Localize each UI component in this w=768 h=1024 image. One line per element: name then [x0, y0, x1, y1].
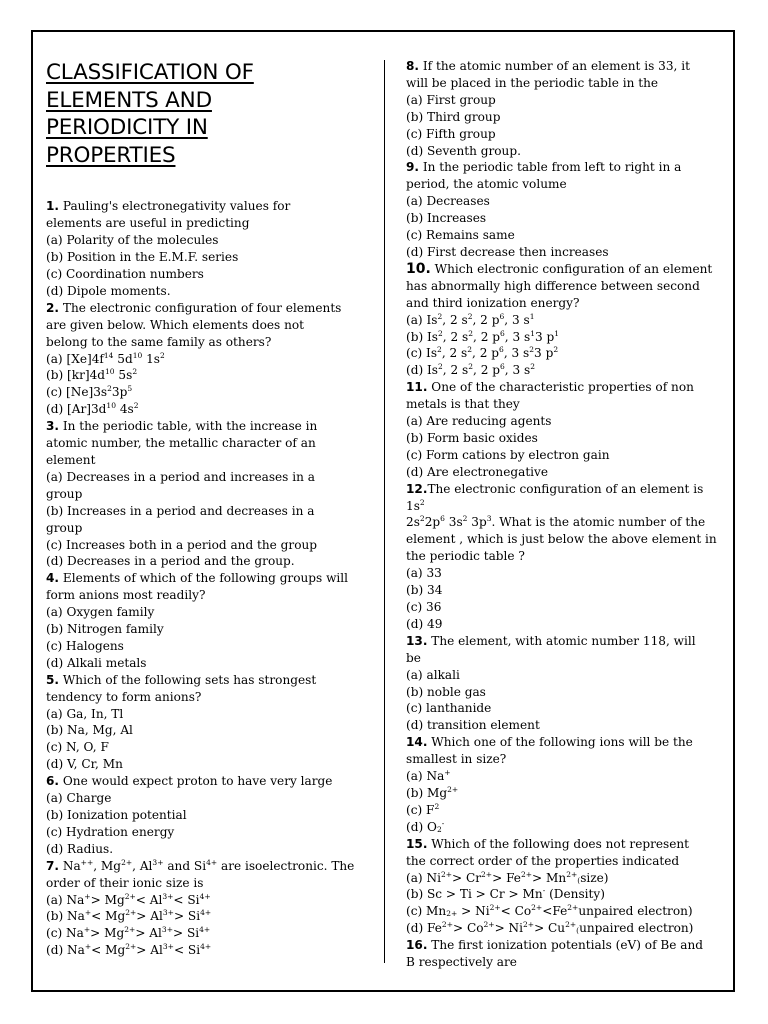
question-text: tendency to form anions? — [46, 689, 202, 704]
text-fragment: 3 p — [534, 346, 554, 361]
question-12 — [406, 481, 724, 633]
text-fragment: (b) Is — [406, 329, 439, 344]
text-fragment: 3p — [111, 385, 128, 400]
superscript: 14 — [103, 350, 114, 360]
text-fragment: (d) Is — [406, 363, 439, 378]
question-line — [46, 418, 368, 435]
text-fragment: 1s — [142, 351, 160, 366]
superscript: 2+ — [440, 869, 453, 879]
text-fragment: unpaired electron) — [578, 904, 693, 919]
question-1 — [46, 198, 368, 299]
option-text: (d) Dipole moments. — [46, 283, 171, 298]
option-text: (b) 34 — [406, 583, 443, 598]
superscript: 2+ — [483, 920, 495, 930]
option-line — [406, 920, 724, 937]
question-number: 9. — [406, 160, 420, 175]
text-fragment: , Mg — [93, 858, 122, 873]
option-text: (d) Decreases in a period and the group. — [46, 554, 295, 569]
text-fragment: > Co — [452, 921, 484, 936]
text-fragment: (b) [kr]4d — [46, 368, 106, 383]
option-text: (b) Form basic oxides — [406, 430, 538, 445]
question-line — [406, 481, 724, 515]
text-fragment: The element, with atomic number 118, will — [431, 633, 696, 648]
text-fragment: (c) [Ne]3s — [46, 385, 108, 400]
text-fragment: (a) [Xe]4f — [46, 351, 104, 366]
question-text: element — [46, 452, 96, 467]
option-text: (a) Are reducing agents — [406, 414, 552, 429]
text-fragment: < Si — [173, 943, 201, 958]
text-fragment: > Fe — [492, 870, 521, 885]
text-fragment: (d) Fe — [406, 921, 442, 936]
question-number: 8. — [406, 59, 420, 73]
option-line — [46, 892, 368, 909]
text-fragment: In the periodic table from left to right in a — [422, 160, 682, 175]
superscript: 2+ — [567, 903, 579, 913]
option-text: (c) Increases both in a period and the group — [46, 537, 318, 552]
superscript: + — [444, 768, 451, 778]
question-line — [46, 300, 368, 317]
text-fragment: , 3 s — [504, 329, 531, 344]
text-fragment: One would expect proton to have very large — [62, 774, 333, 789]
option-text: (d) Seventh group. — [406, 143, 521, 158]
question-8 — [406, 58, 724, 159]
text-fragment: (b) Na — [46, 909, 85, 924]
option-text: (c) Coordination numbers — [46, 267, 204, 281]
text-fragment: (c) F — [406, 802, 435, 817]
superscript: 2+ — [565, 920, 577, 930]
text-fragment: > Mg — [90, 926, 125, 941]
option-text: (d) Are electronegative — [406, 464, 549, 479]
option-text: (b) Ionization potential — [46, 808, 187, 822]
question-line — [406, 514, 724, 531]
text-fragment: Which of the following sets has strongest — [62, 672, 317, 687]
superscript: 2 — [553, 345, 559, 355]
option-line — [406, 903, 724, 920]
text-fragment: < Mg — [91, 943, 126, 958]
superscript: 6 — [440, 514, 445, 524]
text-fragment: < Mg — [91, 909, 126, 924]
superscript: 2+ — [125, 908, 137, 918]
text-fragment: size) — [580, 870, 609, 885]
superscript: 2+ — [520, 869, 533, 879]
option-text: (d) 49 — [406, 616, 443, 631]
question-line — [46, 198, 368, 215]
text-fragment: , 2 p — [472, 346, 500, 361]
question-line — [46, 773, 368, 790]
option-line — [406, 362, 724, 379]
superscript: 2 — [529, 345, 535, 355]
question-number: 6. — [46, 774, 60, 789]
superscript: 10 — [105, 367, 115, 377]
question-text: elements are useful in predicting — [46, 216, 250, 231]
superscript: 2+ — [531, 903, 543, 913]
superscript: 2+ — [441, 920, 453, 930]
question-text: period, the atomic volume — [406, 177, 567, 192]
text-fragment: unpaired electron) — [579, 921, 694, 936]
text-fragment: Pauling's electronegativity values for — [62, 199, 291, 214]
option-text: (b) Nitrogen family — [46, 622, 164, 637]
option-text: (d) transition element — [406, 718, 540, 733]
text-fragment: (c) Mn — [406, 904, 447, 919]
option-text: (c) Form cations by electron gain — [406, 447, 610, 462]
text-fragment: (b) Mg — [406, 785, 448, 800]
question-line — [46, 672, 368, 689]
option-text: (a) First group — [406, 92, 496, 107]
question-number: 11. — [406, 380, 428, 395]
option-text: (b) Na, Mg, Al — [46, 723, 133, 738]
text-fragment: PROPERTIES — [46, 142, 176, 168]
text-fragment: > Ni — [494, 921, 523, 936]
question-line — [406, 937, 724, 954]
superscript: 2 — [160, 350, 165, 360]
question-line — [406, 734, 724, 751]
text-fragment: > Si — [172, 926, 200, 941]
text-fragment: > Cr — [452, 870, 482, 885]
superscript: 10 — [132, 350, 143, 360]
text-fragment: , 3 s — [504, 363, 531, 378]
question-text: order of their ionic size is — [46, 875, 204, 890]
text-fragment: (d) O — [406, 819, 437, 834]
superscript: 6 — [499, 311, 505, 321]
text-fragment: ELEMENTS AND — [46, 87, 212, 113]
superscript: 2+ — [124, 891, 136, 901]
superscript: 10 — [106, 401, 116, 411]
text-fragment: , 3 s — [504, 312, 530, 327]
superscript: 4+ — [206, 857, 218, 867]
superscript: 3+ — [161, 925, 173, 935]
option-text: (c) Fifth group — [406, 126, 496, 141]
question-11 — [406, 379, 724, 480]
question-number: 12. — [406, 481, 428, 496]
text-fragment: 3p — [467, 515, 487, 530]
option-text: group — [46, 520, 83, 535]
superscript: 2 — [133, 401, 139, 411]
question-text: B respectively are — [406, 955, 517, 970]
question-line — [46, 858, 368, 875]
text-fragment: < Al — [135, 892, 163, 907]
question-10 — [406, 261, 724, 379]
text-fragment: > Al — [135, 926, 162, 941]
text-fragment: The first ionization potentials (eV) of Be and — [431, 938, 704, 953]
right-column — [406, 58, 724, 971]
question-2 — [46, 300, 368, 418]
superscript: 2 — [434, 801, 440, 811]
superscript: 3+ — [162, 942, 174, 952]
text-fragment: , Al — [132, 858, 153, 873]
superscript: 4+ — [199, 925, 211, 935]
left-column — [46, 58, 368, 959]
text-fragment: (d) Na — [46, 943, 85, 958]
superscript: 3+ — [162, 908, 174, 918]
question-number: 7. — [46, 858, 60, 873]
question-number: 16. — [406, 938, 428, 953]
question-line — [406, 379, 724, 396]
superscript: 1 — [554, 328, 560, 338]
superscript: 6 — [499, 345, 504, 355]
option-text: (a) Polarity of the molecules — [46, 233, 219, 248]
superscript: 2+ — [447, 784, 459, 794]
superscript: 2 — [467, 345, 473, 355]
question-3 — [46, 418, 368, 570]
option-line — [406, 312, 724, 329]
text-fragment: Which of the following does not represent — [431, 836, 690, 851]
superscript: 2+ — [125, 942, 137, 952]
question-text: has abnormally high difference between second — [406, 278, 700, 293]
text-fragment: are isoelectronic. The — [217, 858, 355, 873]
question-text: the correct order of the properties indicated — [406, 853, 680, 868]
text-fragment: . What is the atomic number of the — [491, 515, 706, 530]
text-fragment: CLASSIFICATION OF — [46, 60, 254, 85]
superscript: 2+ — [489, 903, 501, 913]
text-fragment: , 3 s — [503, 346, 530, 361]
question-5 — [46, 672, 368, 773]
superscript: 3 — [486, 514, 492, 524]
superscript: 3+ — [162, 891, 174, 901]
superscript: + — [84, 891, 91, 901]
text-fragment: , 2 p — [472, 312, 500, 327]
option-line — [406, 329, 724, 346]
option-text: (b) Third group — [406, 109, 501, 124]
option-line — [406, 870, 724, 887]
text-fragment: (c) Is — [406, 346, 438, 361]
question-text: metals is that they — [406, 397, 520, 412]
text-fragment: One of the characteristic properties of non — [431, 380, 694, 395]
option-text: (b) Increases — [406, 211, 487, 226]
text-fragment: (Density) — [545, 887, 605, 902]
question-line — [406, 633, 724, 650]
text-fragment: > Mg — [90, 892, 125, 907]
text-fragment: 2p — [424, 515, 441, 530]
text-fragment: > Al — [136, 909, 163, 924]
option-line — [406, 819, 724, 836]
question-number: 2. — [46, 300, 60, 315]
option-text: (c) lanthanide — [406, 701, 492, 716]
text-fragment: (b) Sc > Ti > Cr > Mn — [406, 887, 543, 902]
superscript: 4+ — [199, 891, 211, 901]
question-line — [406, 836, 724, 853]
text-fragment: 5d — [113, 351, 133, 366]
option-text: (a) Oxygen family — [46, 605, 155, 620]
text-fragment: <Fe — [542, 904, 568, 919]
superscript: 5 — [127, 384, 133, 394]
option-text: (a) Decreases in a period and increases in a — [46, 469, 315, 484]
text-fragment: , 2 s — [442, 329, 469, 344]
option-text: (b) Increases in a period and decreases in a — [46, 503, 315, 518]
option-text: (a) Ga, In, Tl — [46, 706, 124, 721]
option-line — [46, 401, 368, 418]
question-line — [406, 159, 724, 176]
text-fragment: > Al — [136, 943, 163, 958]
text-fragment: (c) Na — [46, 926, 84, 941]
option-text: (d) First decrease then increases — [406, 244, 609, 259]
question-number: 15. — [406, 836, 428, 851]
superscript: 2 — [437, 345, 442, 355]
text-fragment: (a) Is — [406, 312, 438, 327]
superscript: + — [84, 942, 92, 952]
option-line — [406, 886, 724, 903]
option-text: group — [46, 486, 83, 501]
question-number: 3. — [46, 419, 60, 434]
option-line — [46, 384, 368, 401]
option-line — [46, 351, 368, 368]
option-line — [406, 345, 724, 362]
option-text: (c) Hydration energy — [46, 824, 175, 839]
text-fragment: (d) [Ar]3d — [46, 402, 107, 417]
text-fragment: (a) Ni — [406, 870, 441, 885]
option-text: (d) Radius. — [46, 841, 114, 856]
text-fragment: , 2 p — [473, 363, 500, 378]
subscript: ( — [577, 875, 581, 885]
superscript: - — [542, 886, 546, 896]
text-fragment: , 2 s — [441, 346, 468, 361]
option-text: (b) noble gas — [406, 684, 486, 699]
superscript: 2+ — [124, 925, 136, 935]
option-line — [46, 367, 368, 384]
superscript: 1 — [529, 311, 535, 321]
option-text: (c) Remains same — [406, 228, 515, 243]
text-fragment: The electronic configuration of four elements — [62, 300, 342, 315]
question-number: 4. — [46, 571, 60, 586]
superscript: 2+ — [523, 920, 535, 930]
option-text: (a) Charge — [46, 791, 112, 806]
text-fragment: In the periodic table, with the increase in — [62, 419, 318, 434]
column-divider — [384, 60, 385, 963]
question-text: be — [406, 650, 421, 665]
text-fragment: , 2 s — [442, 363, 469, 378]
superscript: 4+ — [200, 942, 212, 952]
text-fragment: < Co — [500, 904, 532, 919]
question-text: form anions most readily? — [46, 588, 206, 603]
superscript: 2 — [437, 311, 443, 321]
superscript: ++ — [80, 857, 94, 867]
text-fragment: PERIODICITY IN — [46, 115, 208, 141]
text-fragment: , 2 s — [442, 312, 468, 327]
option-text: (d) Alkali metals — [46, 655, 147, 670]
superscript: 2 — [438, 362, 443, 372]
superscript: 2 — [467, 311, 473, 321]
option-text: (d) V, Cr, Mn — [46, 757, 123, 772]
question-13 — [406, 633, 724, 734]
superscript: 2+ — [481, 869, 493, 879]
question-line — [46, 570, 368, 587]
superscript: 6 — [500, 328, 505, 338]
option-text: (c) 36 — [406, 600, 442, 614]
superscript: 2+ — [121, 857, 133, 867]
question-number: 1. — [46, 199, 60, 214]
superscript: 2 — [468, 328, 474, 338]
question-4 — [46, 570, 368, 671]
option-text: (a) Decreases — [406, 194, 490, 209]
superscript: 6 — [500, 362, 505, 372]
superscript: 2 — [462, 514, 468, 524]
text-fragment: Elements of which of the following groups will — [62, 571, 349, 586]
text-fragment: > Mn — [532, 870, 567, 885]
question-text: belong to the same family as others? — [46, 334, 272, 349]
option-line — [406, 802, 724, 819]
text-fragment: > Cu — [534, 921, 566, 936]
superscript: + — [83, 925, 91, 935]
text-fragment: 5s — [114, 368, 133, 383]
option-line — [46, 925, 368, 942]
question-14 — [406, 734, 724, 835]
text-fragment: Which electronic configuration of an element — [434, 261, 713, 276]
question-9 — [406, 159, 724, 260]
question-line — [406, 58, 724, 75]
superscript: 2+ — [566, 869, 578, 879]
text-fragment: 4s — [115, 402, 134, 417]
option-text: (a) 33 — [406, 566, 442, 581]
question-number: 14. — [406, 735, 428, 750]
text-fragment: > Si — [173, 909, 201, 924]
text-fragment: Na — [59, 858, 81, 873]
question-6 — [46, 773, 368, 858]
text-fragment: , 2 p — [473, 329, 500, 344]
question-text: atomic number, the metallic character of an — [46, 436, 316, 451]
text-fragment: < Si — [173, 892, 200, 907]
option-line — [46, 942, 368, 959]
superscript: 1 — [530, 328, 535, 338]
question-16 — [406, 937, 724, 971]
text-fragment: Which one of the following ions will be the — [431, 735, 693, 750]
text-fragment: and Si — [163, 858, 207, 873]
option-text: (b) Position in the E.M.F. series — [46, 250, 239, 265]
superscript: 2 — [107, 384, 112, 394]
superscript: 3+ — [152, 857, 164, 867]
subscript: 2 — [436, 824, 442, 834]
page-title — [46, 59, 368, 169]
superscript: - — [441, 818, 445, 828]
text-fragment: 2s — [406, 515, 420, 530]
superscript: 2 — [530, 362, 535, 372]
question-text: smallest in size? — [406, 752, 507, 767]
question-number: 10. — [406, 260, 431, 277]
superscript: 4+ — [200, 908, 212, 918]
question-text: will be placed in the periodic table in the — [406, 75, 659, 90]
question-text: element , which is just below the above element in — [406, 532, 717, 547]
text-fragment: 3s — [444, 515, 463, 530]
superscript: 2 — [419, 514, 425, 524]
question-text: are given below. Which elements does not — [46, 317, 305, 332]
text-fragment: > Ni — [457, 904, 490, 919]
question-7 — [46, 858, 368, 959]
text-fragment: 3 p — [535, 329, 555, 344]
subscript: ( — [576, 926, 580, 936]
option-line — [406, 768, 724, 785]
option-text: (c) Halogens — [46, 638, 124, 653]
option-text: (c) N, O, F — [46, 740, 109, 755]
question-number: 13. — [406, 633, 428, 648]
question-text: and third ionization energy? — [406, 295, 580, 310]
text-fragment: (a) Na — [406, 769, 445, 784]
option-text: (a) alkali — [406, 667, 460, 682]
text-fragment: (a) Na — [46, 892, 85, 907]
superscript: + — [84, 908, 92, 918]
superscript: 2 — [438, 328, 443, 338]
superscript: 2 — [419, 497, 425, 507]
option-line — [46, 908, 368, 925]
question-line — [406, 261, 724, 278]
subscript: 2+ — [446, 909, 458, 919]
question-text: the periodic table ? — [406, 549, 525, 564]
question-number: 5. — [46, 672, 60, 687]
text-fragment: If the atomic number of an element is 33, it — [422, 59, 690, 73]
question-15 — [406, 836, 724, 937]
superscript: 2 — [468, 362, 474, 372]
superscript: 2 — [132, 367, 138, 377]
text-fragment: The electronic configuration of an element is 1s — [406, 481, 704, 513]
option-line — [406, 785, 724, 802]
